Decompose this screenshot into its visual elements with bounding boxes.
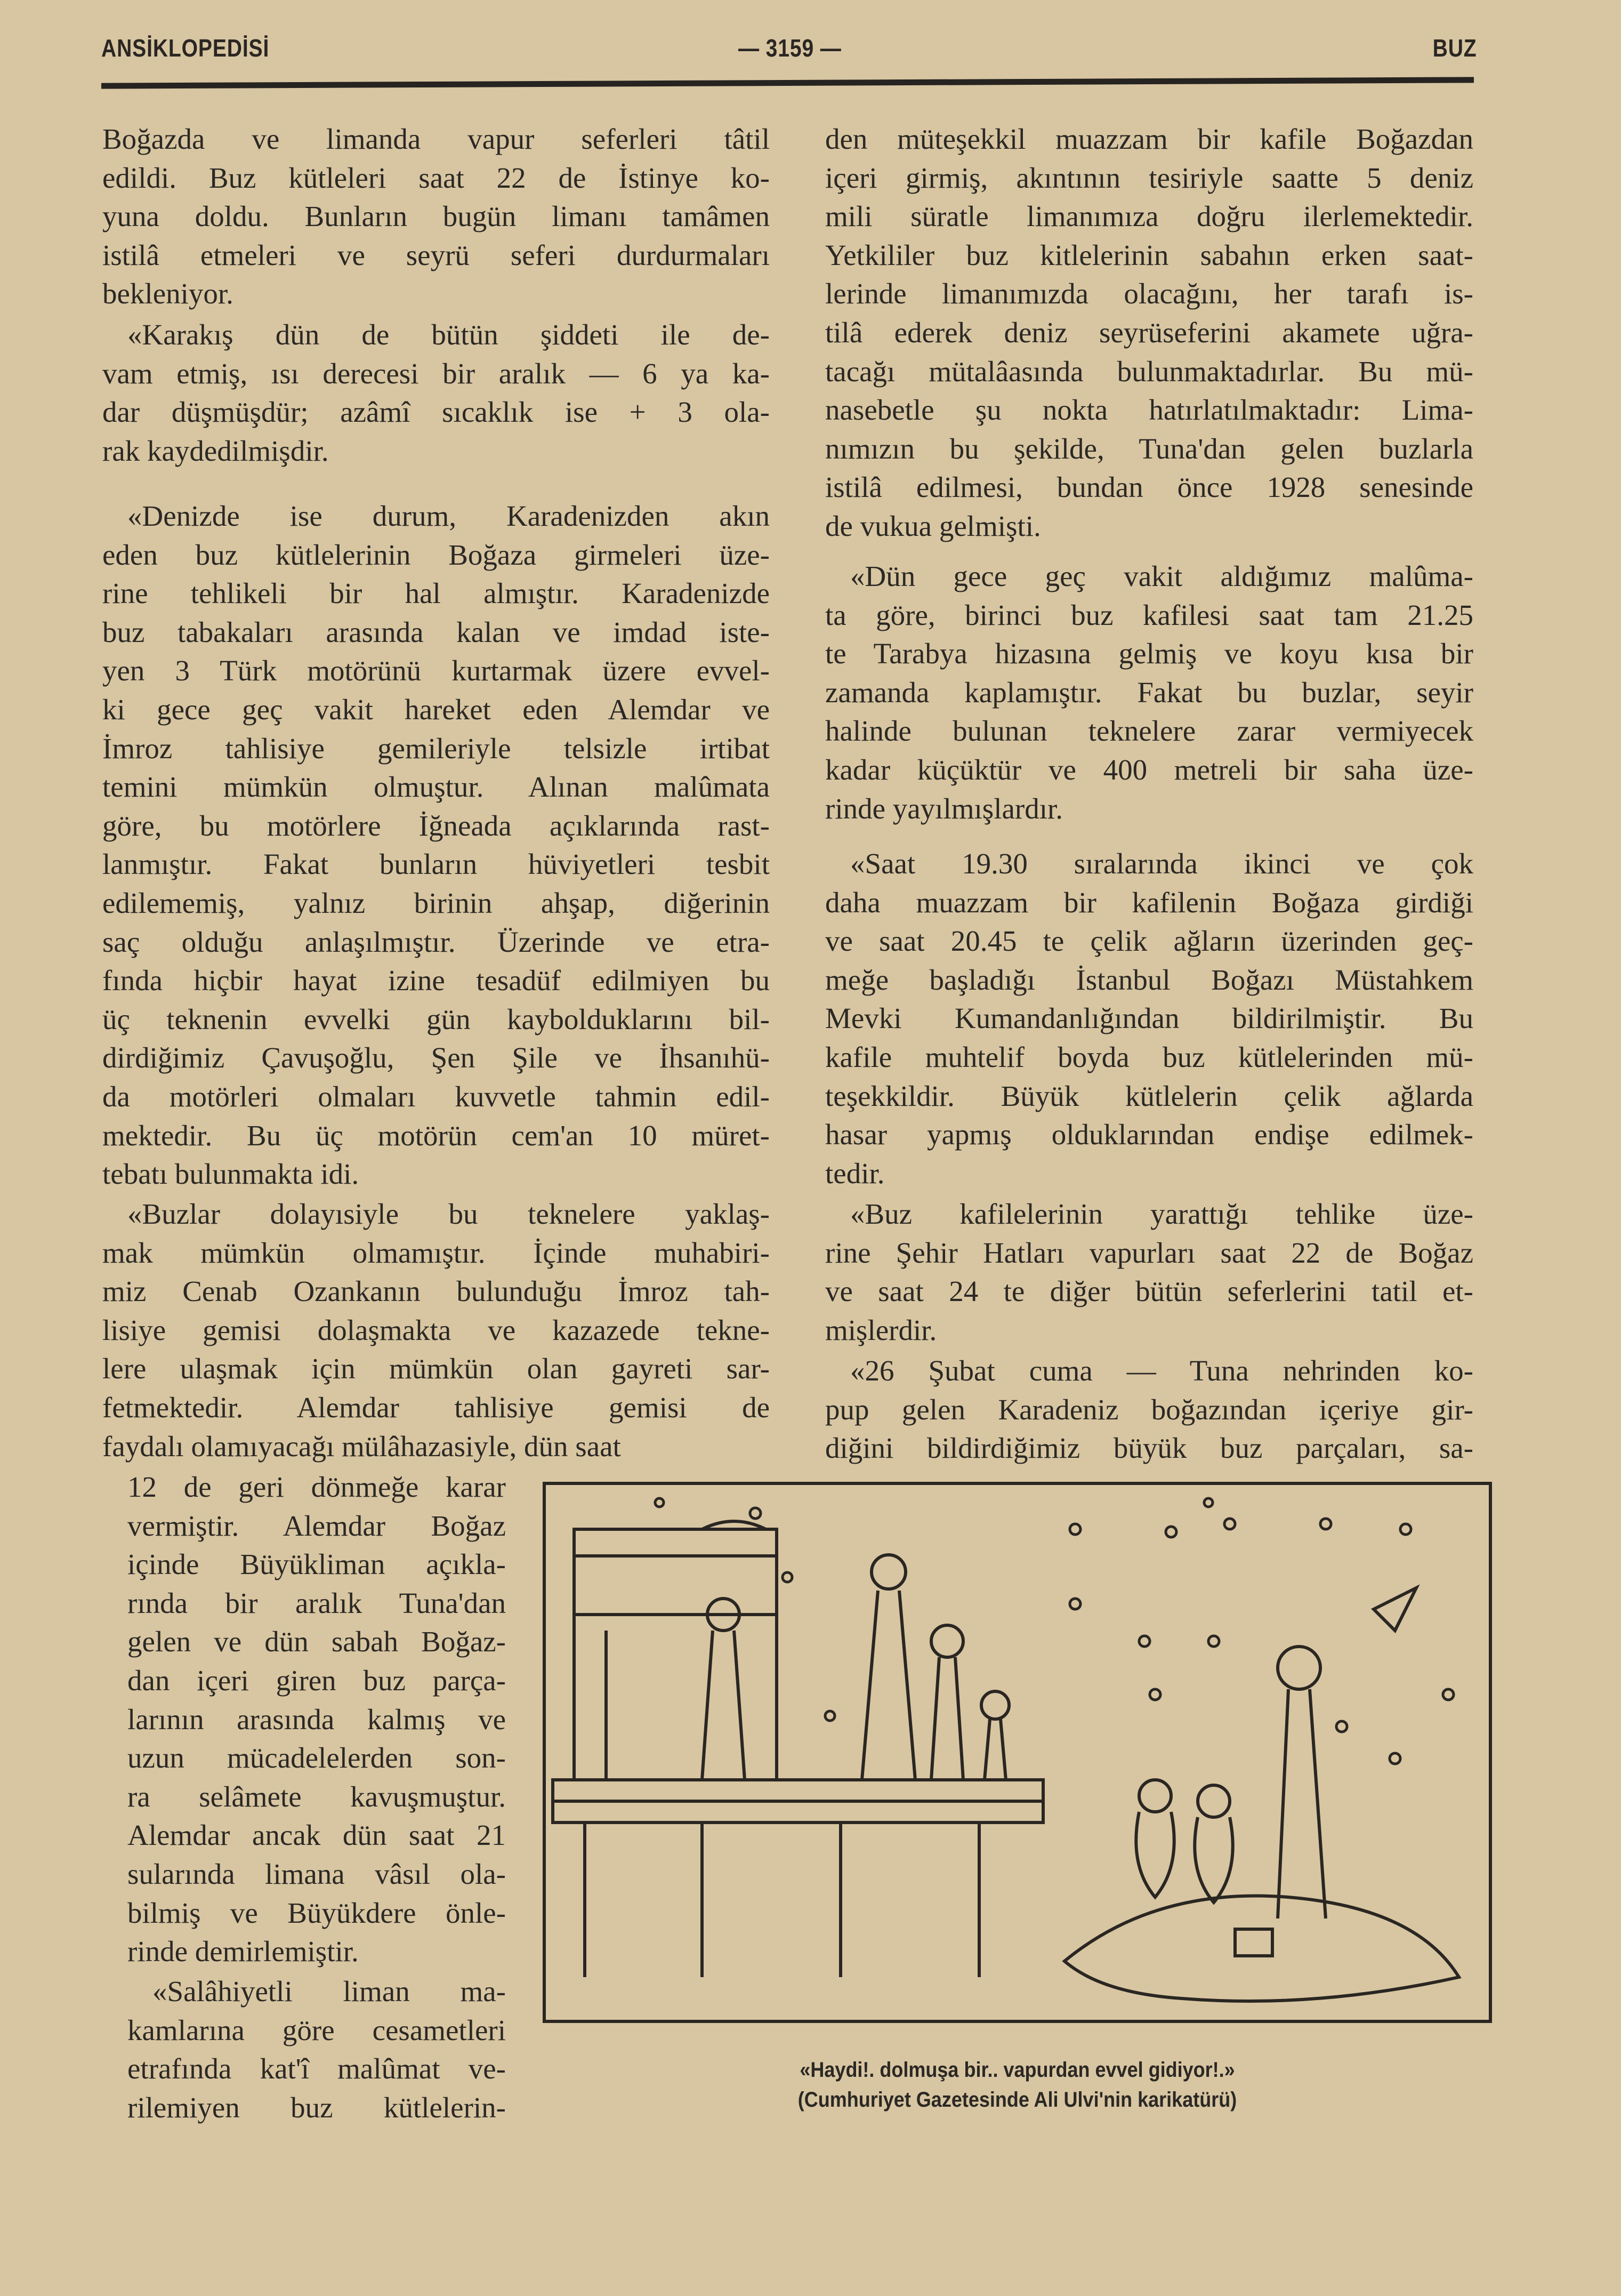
floating-ice-pieces [655, 1498, 1454, 1764]
text-line: «26 Şubat cuma — Tuna nehrinden ko- [850, 1354, 1473, 1387]
text-line: mak mümkün olmamıştır. İçinde muhabiri- [102, 1236, 770, 1269]
text-line: uzun mücadelelerden son- [127, 1741, 506, 1775]
text-line: miz Cenab Ozankanın bulunduğu İmroz tah- [102, 1275, 770, 1308]
text-line: ve saat 24 te diğer bütün seferlerini tatil et- [825, 1275, 1473, 1308]
text-line: «Salâhiyetli liman ma- [152, 1975, 506, 2008]
text-line: dirdiğimiz Çavuşoğlu, Şen Şile ve İhsanıhü- [102, 1041, 770, 1074]
ice-floe-island [1064, 1588, 1459, 2001]
text-line: istilâ edilmesi, bundan önce 1928 senesinde [825, 471, 1473, 504]
text-line: lanmıştır. Fakat bunların hüviyetleri tesbit [102, 848, 770, 881]
text-line: nasebetle şu nokta hatırlatılmaktadır: Lima- [825, 394, 1473, 427]
text-line: saç olduğu anlaşılmıştır. Üzerinde ve etra- [102, 925, 770, 958]
text-line: te Tarabya hizasına gelmiş ve koyu kısa bir [825, 637, 1473, 670]
text-line: içinde Büyükliman açıkla- [127, 1548, 506, 1581]
text-line: edildi. Buz kütleleri saat 22 de İstinye ko- [102, 161, 770, 194]
paragraph [825, 120, 1473, 546]
text-line: bilmiş ve Büyükdere önle- [127, 1896, 506, 1929]
text-line: tebatı bulunmakta idi. [102, 1158, 359, 1191]
text-line: eden buz kütlelerinin Boğaza girmeleri üze- [102, 538, 770, 571]
text-line: nımızın bu şekilde, Tuna'dan gelen buzlarla [825, 432, 1473, 465]
text-line: rine tehlikeli bir hal almıştır. Karadenizde [102, 577, 770, 610]
text-line: vermiştir. Alemdar Boğaz [127, 1509, 506, 1542]
text-line: dan içeri giren buz parça- [127, 1664, 506, 1697]
text-line: «Karakış dün de bütün şiddeti ile de- [127, 318, 770, 351]
text-line: içeri girmiş, akıntının tesiriyle saatte 5 deniz [825, 161, 1473, 194]
text-line: buz tabakaları arasında kalan ve imdad iste- [102, 615, 770, 648]
text-line: «Saat 19.30 sıralarında ikinci ve çok [850, 847, 1473, 880]
text-line: gelen ve dün sabah Boğaz- [127, 1625, 506, 1658]
text-line: hasar yapmış olduklarından endişe edilmek- [825, 1118, 1473, 1151]
text-line: fında hiçbir hayat izine tesadüf edilmiyen bu [102, 964, 770, 997]
text-line: göre, bu motörlere İğneada açıklarında rast- [102, 809, 770, 842]
ferry-cabin [574, 1521, 777, 1780]
text-line: kafile muhtelif boyda buz kütlelerinden mü- [825, 1040, 1473, 1073]
text-line: kadar küçüktür ve 400 metreli bir saha üze- [825, 753, 1473, 786]
cartoon-caption: «Haydi!. dolmuşa bir.. vapurdan evvel gidiyor!.» [800, 2058, 1235, 2082]
text-line: sularında limana vâsıl ola- [127, 1857, 506, 1890]
paragraph [102, 316, 770, 470]
text-line: vam etmiş, ısı derecesi bir aralık — 6 ya ka- [102, 357, 770, 390]
text-line: ra selâmete kavuşmuştur. [127, 1780, 506, 1813]
text-line: den müteşekkil muazzam bir kafile Boğazdan [825, 123, 1473, 155]
text-line: mektedir. Bu üç motörün cem'an 10 müret- [102, 1119, 770, 1152]
text-line: bekleniyor. [102, 277, 233, 310]
paragraph [825, 557, 1473, 828]
paragraph [102, 497, 770, 1194]
text-line: zamanda kaplamıştır. Fakat bu buzlar, seyir [825, 676, 1473, 709]
paragraph [102, 1195, 770, 1466]
people-on-pier [702, 1555, 1009, 1780]
text-line: larının arasında kalmış ve [127, 1703, 506, 1736]
text-line: Mevki Kumandanlığından bildirilmiştir. Bu [825, 1002, 1473, 1035]
text-line: mişlerdir. [825, 1313, 937, 1346]
text-line: temini mümkün olmuştur. Alınan malûmata [102, 770, 770, 804]
text-line: «Buz kafilelerinin yarattığı tehlike üze- [850, 1198, 1473, 1230]
running-head-left: ANSİKLOPEDİSİ [101, 34, 270, 62]
text-line: ki gece geç vakit hareket eden Alemdar ve [102, 693, 770, 726]
text-line: tedir. [825, 1157, 885, 1190]
cartoon-frame [544, 1483, 1490, 2021]
text-line: faydalı olamıyacağı mülâhazasiyle, dün saat [102, 1430, 621, 1463]
text-line: dar düşmüşdür; azâmî sıcaklık ise + 3 ola- [102, 396, 770, 429]
text-line: 12 de geri dönmeğe karar [127, 1471, 506, 1503]
text-line: mili süratle limanımıza doğru ilerlemektedir. [825, 200, 1473, 233]
text-line: ve saat 20.45 te çelik ağların üzerinden geç- [825, 925, 1473, 958]
text-line: de vukua gelmişti. [825, 509, 1041, 542]
text-line: tacağı mütalâasında bulunmaktadırlar. Bu mü- [825, 355, 1473, 388]
text-line: «Buzlar dolayısiyle bu teknelere yaklaş- [127, 1198, 770, 1230]
text-line: teşekkildir. Büyük kütlelerin çelik ağlarda [825, 1079, 1473, 1112]
text-line: rında bir aralık Tuna'dan [127, 1586, 506, 1619]
text-line: rinde demirlemiştir. [127, 1935, 359, 1968]
text-line: üç teknenin evvelki gün kaybolduklarını bil- [102, 1002, 770, 1035]
text-line: meğe başladığı İstanbul Boğazı Müstahkem [825, 963, 1473, 996]
text-line: rine Şehir Hatları vapurları saat 22 de Boğaz [825, 1236, 1473, 1269]
text-line: İmroz tahlisiye gemileriyle telsizle irtibat [102, 732, 770, 765]
text-line: lisiye gemisi dolaşmakta ve kazazede tekne- [102, 1313, 770, 1346]
text-line: istilâ etmeleri ve seyrü seferi durdurmaları [102, 238, 770, 271]
text-line: «Dün gece geç vakit aldığımız malûma- [850, 560, 1473, 592]
paragraph [825, 845, 1473, 1193]
paragraph [825, 1352, 1473, 1468]
text-line: Alemdar ancak dün saat 21 [127, 1819, 506, 1852]
text-line: pup gelen Karadeniz boğazından içeriye gir- [825, 1393, 1473, 1426]
text-line: rilemiyen buz kütlelerin- [127, 2091, 506, 2124]
text-line: tilâ ederek deniz seyrüseferini akamete uğra- [825, 316, 1473, 349]
text-line: etrafında kat'î malûmat ve- [127, 2052, 506, 2085]
text-line: Boğazda ve limanda vapur seferleri tâtil [102, 123, 770, 155]
text-line: edilememiş, yalnız birinin ahşap, diğerinin [102, 886, 770, 919]
text-line: diğini bildirdiğimiz büyük buz parçaları, sa- [825, 1432, 1473, 1465]
text-line: halinde bulunan teknelere zarar vermiyecek [825, 715, 1473, 748]
text-line: yuna doldu. Bunların bugün limanı tamâmen [102, 200, 770, 233]
paragraph [102, 120, 770, 314]
running-head-right: BUZ [1433, 34, 1477, 62]
paragraph [127, 1972, 506, 2127]
text-line: lerinde limanımızda olacağını, her tarafı is- [825, 277, 1473, 310]
text-line: «Denizde ise durum, Karadenizden akın [127, 500, 770, 532]
text-line: yen 3 Türk motörünü kurtarmak üzere evvel- [102, 654, 770, 687]
text-line: daha muazzam bir kafilenin Boğaza girdiği [825, 886, 1473, 919]
text-line: kamlarına göre cesametleri [127, 2013, 506, 2046]
page-number: — 3159 — [738, 34, 842, 62]
text-line: ta göre, birinci buz kafilesi saat tam 21.25 [825, 598, 1473, 631]
paragraph [127, 1468, 506, 1971]
text-line: fetmektedir. Alemdar tahlisiye gemisi de [102, 1391, 770, 1424]
text-line: da motörleri olmaları kuvvetle tahmin edil- [102, 1080, 770, 1113]
text-line: rak kaydedilmişdir. [102, 434, 329, 467]
header-rule [101, 77, 1474, 89]
cartoon-illustration [542, 1481, 1493, 2024]
cartoon-credit: (Cumhuriyet Gazetesinde Ali Ulvi'nin karikatürü) [797, 2088, 1237, 2112]
pier [553, 1780, 1043, 1977]
text-line: rinde yayılmışlardır. [825, 792, 1063, 825]
text-line: Yetkililer buz kitlelerinin sabahın erken saat- [825, 238, 1473, 271]
text-line: lere ulaşmak için mümkün olan gayreti sar- [102, 1352, 770, 1385]
paragraph [825, 1195, 1473, 1350]
